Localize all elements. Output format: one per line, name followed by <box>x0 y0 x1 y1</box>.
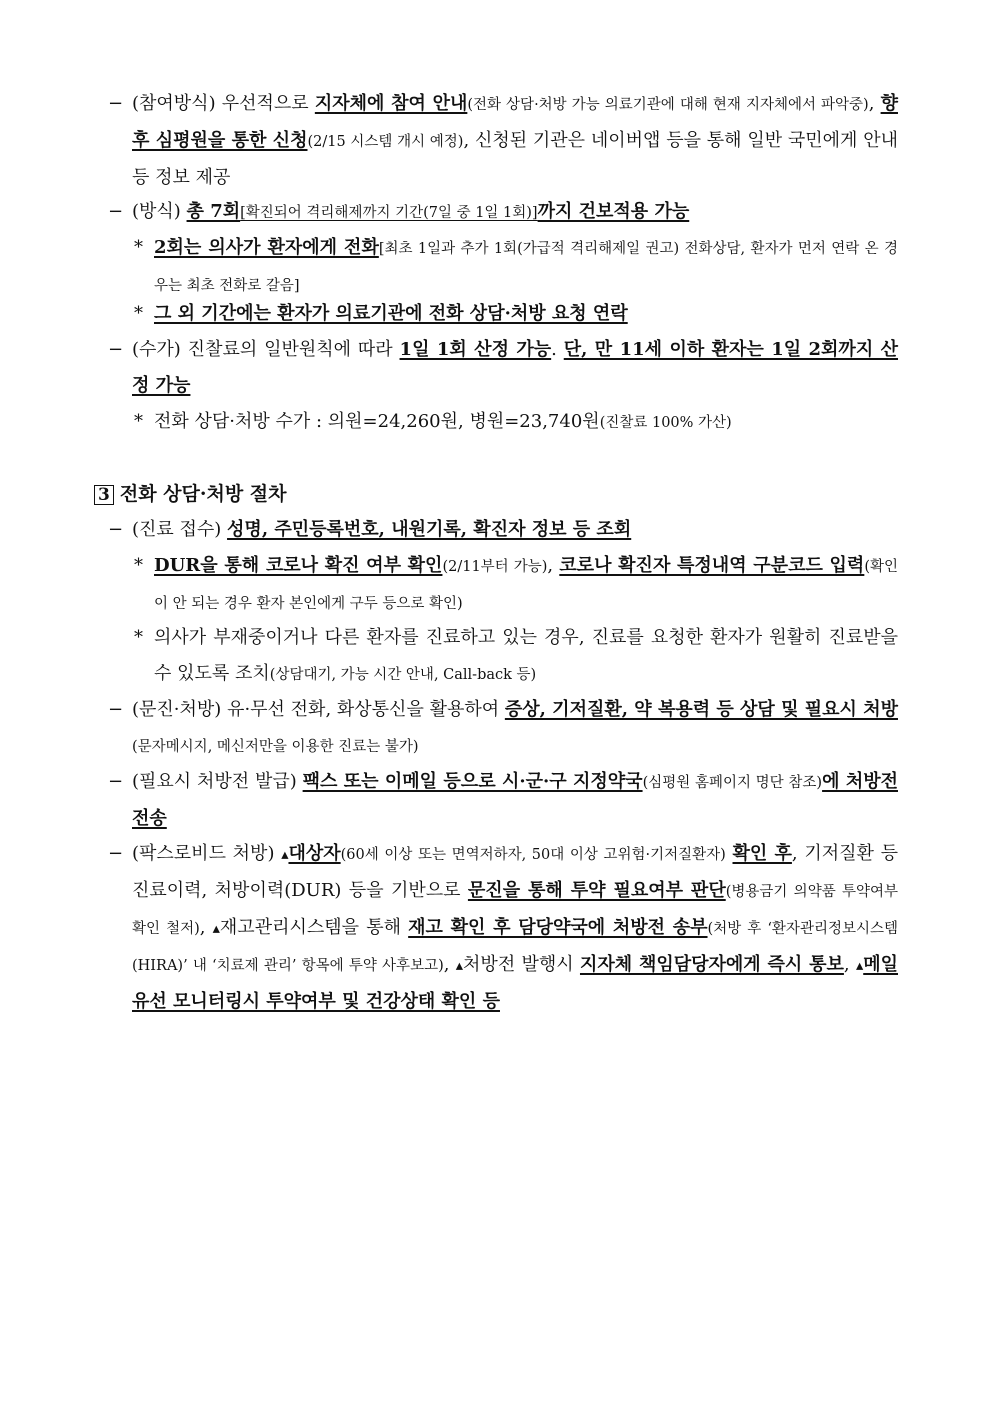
emphasis-text: 코로나 확진자 특정내역 구분코드 입력 <box>559 555 865 576</box>
separator-text: , <box>843 954 856 975</box>
dash-marker: − <box>108 699 124 720</box>
emphasis-text: 까지 건보적용 가능 <box>537 201 690 222</box>
reception-item <box>132 512 898 548</box>
body-text: 처방전 발행시 <box>463 954 580 975</box>
note-text: (전화 상담·처방 가능 의료기관에 대해 현재 지자체에서 파악중) <box>467 97 869 113</box>
call-note <box>154 230 898 304</box>
asterisk-marker: * <box>134 303 143 324</box>
note-text: (처방 후 ‘환자관리정보시스템(HIRA)’ 내 ‘치료제 관리’ 항목에 투약 사후보고) <box>132 921 898 974</box>
item-label: (진료 접수) <box>132 519 228 540</box>
separator-text: , <box>443 954 456 975</box>
dash-marker: − <box>108 771 124 792</box>
note-text: [최초 1일과 추가 1회(가급적 격리해제일 권고) 전화상담, 환자가 먼저 연락 온 경우는 최초 전화로 갈음] <box>154 241 898 294</box>
emphasis-text: 증상, 기저질환, 약 복용력 등 상담 및 필요시 처방 <box>504 699 898 720</box>
triangle-icon: ▴ <box>281 847 289 863</box>
method-item <box>132 194 898 231</box>
emphasis-text: DUR을 통해 코로나 확진 여부 확인 <box>154 555 443 576</box>
note-text: (문자메시지, 메신저만을 이용한 진료는 불가) <box>132 739 419 755</box>
emphasis-text: 총 7회 <box>186 201 241 222</box>
body-text: , 신청된 기관은 네이버앱 등을 통해 일반 국민에게 안내 등 정보 제공 <box>132 130 898 188</box>
emphasis-text: 성명, 주민등록번호, 내원기록, 확진자 정보 등 조회 <box>227 519 632 540</box>
note-text: (심평원 홈페이지 명단 참조) <box>642 775 823 791</box>
note-text: (2/15 시스템 개시 예정) <box>307 134 464 150</box>
section-number: 3 <box>94 485 114 505</box>
absence-note <box>154 620 898 693</box>
item-label: (참여방식) 우선적으로 <box>132 93 315 114</box>
emphasis-text: 향후 심평원을 통한 신청 <box>132 93 898 151</box>
emphasis-text: 지자체 책임담당자에게 즉시 통보 <box>579 954 844 975</box>
prescription-item <box>132 764 898 837</box>
separator-text: . <box>551 339 564 360</box>
other-period-note <box>154 296 898 332</box>
emphasis-text: 대상자 <box>288 843 341 864</box>
note-text: (병용금기 의약품 투약여부 확인 철저) <box>132 884 899 937</box>
triangle-icon: ▴ <box>855 958 864 974</box>
fee-note <box>154 404 898 441</box>
item-label: (팍스로비드 처방) <box>132 843 282 864</box>
item-label: (필요시 처방전 발급) <box>132 771 303 792</box>
emphasis-text: 2회는 의사가 환자에게 전화 <box>154 237 379 258</box>
fee-item <box>132 332 898 404</box>
emphasis-text: 단, 만 11세 이하 환자는 1일 2회까지 산정 가능 <box>132 339 899 396</box>
triangle-icon: ▴ <box>455 958 464 974</box>
dash-marker: − <box>108 843 124 864</box>
consultation-item <box>132 692 898 765</box>
dash-marker: − <box>108 519 124 540</box>
section-title: 전화 상담·처방 절차 <box>119 483 287 505</box>
body-text: , 기저질환 등 진료이력, 처방이력(DUR) 등을 기반으로 <box>132 843 898 901</box>
asterisk-marker: * <box>134 627 143 648</box>
note-text: (2/11부터 가능) <box>442 559 548 575</box>
emphasis-text: 팩스 또는 이메일 등으로 시·군·구 지정약국 <box>302 771 643 792</box>
separator-text: , <box>868 93 881 114</box>
asterisk-marker: * <box>134 411 143 432</box>
triangle-icon: ▴ <box>212 921 220 937</box>
dash-marker: − <box>108 339 124 360</box>
separator-text: , <box>199 917 213 938</box>
section-heading <box>94 476 898 512</box>
body-text: 재고관리시스템을 통해 <box>219 917 409 938</box>
body-text: 의사가 부재중이거나 다른 환자를 진료하고 있는 경우, 진료를 요청한 환자가 원활히 진료받을 수 있도록 조치 <box>154 627 898 684</box>
body-text: 전화 상담·처방 수가 : 의원=24,260원, 병원=23,740원 <box>154 411 600 432</box>
participation-method-item <box>132 86 898 196</box>
note-text: (확인이 안 되는 경우 환자 본인에게 구두 등으로 확인) <box>154 559 898 612</box>
note-text: (상담대기, 가능 시간 안내, Call-back 등) <box>269 667 537 683</box>
emphasis-text: 1일 1회 산정 가능 <box>399 339 552 360</box>
emphasis-text: 지자체에 참여 안내 <box>314 93 468 114</box>
separator-text: , <box>547 555 560 576</box>
asterisk-marker: * <box>134 237 143 258</box>
emphasis-text: 재고 확인 후 담당약국에 처방전 송부 <box>408 917 708 938</box>
emphasis-text: 문진을 통해 투약 필요여부 판단 <box>467 880 726 901</box>
note-text: (60세 이상 또는 면역저하자, 50대 이상 고위험·기저질환자) <box>340 847 726 863</box>
item-label: (수가) 진찰료의 일반원칙에 따라 <box>132 339 400 360</box>
emphasis-text: 그 외 기간에는 환자가 의료기관에 전화 상담·처방 요청 연락 <box>154 303 628 324</box>
asterisk-marker: * <box>134 555 143 576</box>
dur-note <box>154 548 898 622</box>
note-text: (진찰료 100% 가산) <box>599 415 732 431</box>
emphasis-text: 메일 유선 모니터링시 투약여부 및 건강상태 확인 등 <box>132 954 898 1012</box>
emphasis-text: 확인 후 <box>732 843 792 864</box>
note-text: [확진되어 격리해제까지 기간(7일 중 1일 1회)] <box>240 205 538 221</box>
dash-marker: − <box>108 201 124 222</box>
emphasis-text: 에 처방전 전송 <box>132 771 898 829</box>
item-label: (문진·처방) 유·무선 전화, 화상통신을 활용하여 <box>132 699 505 720</box>
item-label: (방식) <box>132 201 187 222</box>
dash-marker: − <box>108 93 124 114</box>
paxlovid-item <box>132 836 898 1020</box>
